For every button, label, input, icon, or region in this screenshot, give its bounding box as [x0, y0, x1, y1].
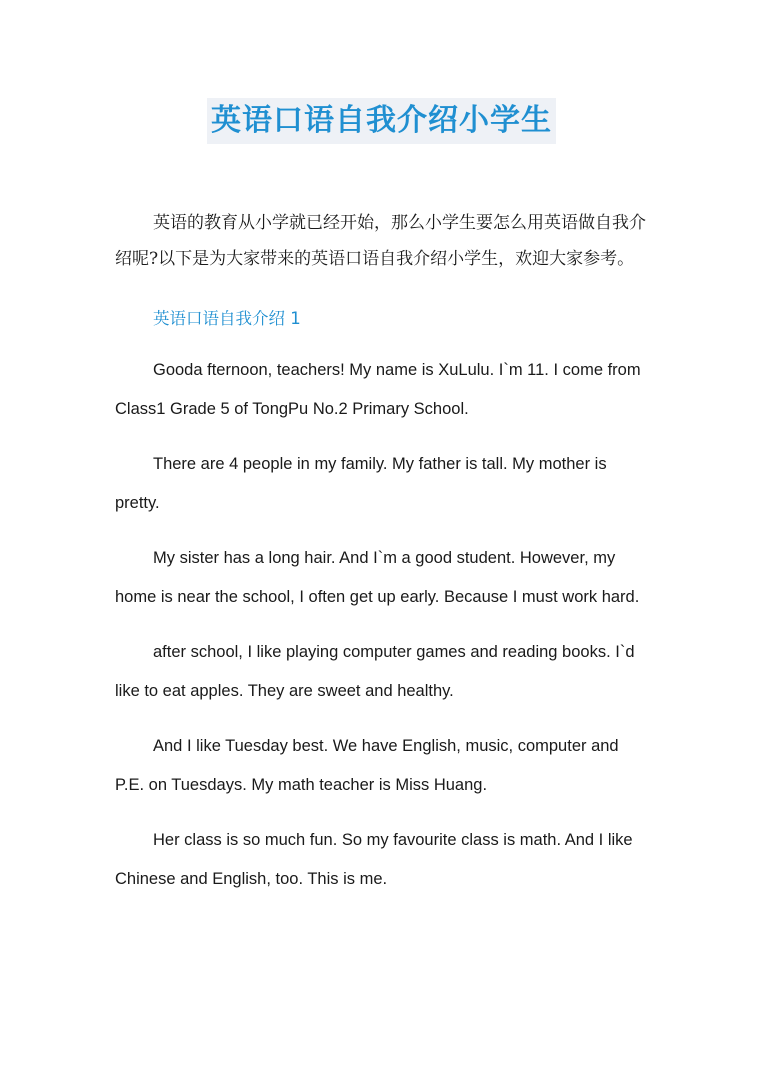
- page-title: 英语口语自我介绍小学生: [207, 98, 556, 144]
- paragraph-6: Her class is so much fun. So my favourite class is math. And I like Chinese and English, too. This is me.: [115, 831, 633, 888]
- paragraph-1: Gooda fternoon, teachers! My name is XuLulu. I`m 11. I come from Class1 Grade 5 of TongPu No.2 Primary School.: [115, 361, 641, 418]
- intro-paragraph: 英语的教育从小学就已经开始，那么小学生要怎么用英语做自我介绍呢?以下是为大家带来的英语口语自我介绍小学生，欢迎大家参考。: [115, 213, 646, 269]
- section-heading: 英语口语自我介绍 1: [153, 309, 301, 328]
- title-wrapper: [0, 98, 763, 144]
- paragraph-3: My sister has a long hair. And I`m a good student. However, my home is near the school, I often get up early. Because I must work hard.: [115, 549, 640, 606]
- paragraph-2: There are 4 people in my family. My father is tall. My mother is pretty.: [115, 455, 607, 512]
- paragraph-5: And I like Tuesday best. We have English, music, computer and P.E. on Tuesdays. My math teacher is Miss Huang.: [115, 737, 619, 794]
- paragraph-4: after school, I like playing computer games and reading books. I`d like to eat apples. They are sweet and healthy.: [115, 643, 635, 700]
- document-body: [115, 205, 650, 899]
